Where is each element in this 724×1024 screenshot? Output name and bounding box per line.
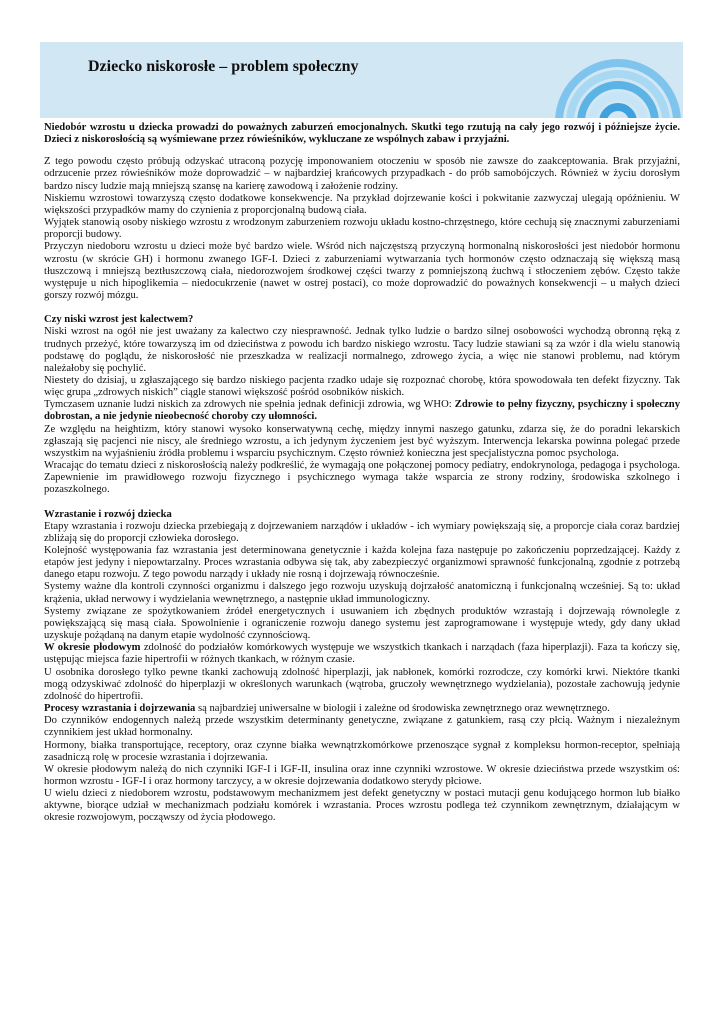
section1-paragraph-4: Przyczyn niedoboru wzrostu u dzieci może być bardzo wiele. Wśród nich najczęstszą przyczyną hormonalną niskorosłości jest niedobór hormonu wzrostu (w skrócie GH) i hormonu zwanego IGF-I. Dzieci z zaburzeniami wytwarzania tych hormonów często odznaczają się większą masą tłuszczową i mniejszą beztłuszczową ciała, niedorozwojem środkowej części twarzy z pomniejszoną żuchwą i stłoczeniem zębów. Często także występuje u nich hipoglikemia – niedocukrzenie (nawet w ostrej postaci), co może doprowadzić do poważnych konsekwencji – u małych dzieci gorszy rozwój mózgu.: [44, 241, 680, 302]
section2-paragraph-3: [44, 399, 680, 423]
section3-paragraph-1: Etapy wzrastania i rozwoju dziecka przebiegają z dojrzewaniem narządów i układów - ich wymiary powiększają się, a proporcje ciała coraz bardziej zbliżają się do proporcji człowieka dorosłego.: [44, 520, 680, 544]
article-body: [44, 122, 680, 825]
section3-paragraph-8: Do czynników endogennych należą przede wszystkim determinanty genetyczne, związane z gatunkiem, rasą czy płcią. Ważnym i niezależnym czynnikiem jest układ hormonalny.: [44, 715, 680, 739]
section3-paragraph-4: Systemy związane ze spożytkowaniem źródeł energetycznych i usuwaniem ich zbędnych produktów wzrastają i dojrzewają równolegle z powiększającą się masą ciała. Spowolnienie i ograniczenie rozwoju danego systemu jest zaprogramowane i występuje wtedy, gdy dany układ uzyskuje pożądaną na danym etapie wydolność czynnościową.: [44, 605, 680, 642]
section3-paragraph-11: U wielu dzieci z niedoborem wzrostu, podstawowym mechanizmem jest defekt genetyczny w postaci mutacji genu kodującego hormon lub białko aktywne, biorące udział w mechanizmach podziału komórek i wzrastania. Proces wzrostu podlega też czynnikom zewnętrznym, działającym w okresie rozwojowym, począwszy od życia płodowego.: [44, 788, 680, 824]
section1-paragraph-3: Wyjątek stanowią osoby niskiego wzrostu z wrodzonym zaburzeniem rozwoju układu kostno-chrzęstnego, które cechują się znacznymi zaburzeniami proporcji budowy.: [44, 217, 680, 241]
section3-paragraph-2: Kolejność występowania faz wzrastania jest determinowana genetycznie i każda kolejna faza następuje po zakończeniu poprzedzającej. Każdy z etapów jest jedyny i niepowtarzalny. Proces wzrastania odbywa się tak, aby zabezpieczyć organizmowi sprawność funkcjonalną, zgodnie z potrzebą danego etapu rozwoju. Z tego powodu narządy i układy nie rosną i dojrzewają równocześnie.: [44, 545, 680, 581]
section1-paragraph-2: Niskiemu wzrostowi towarzyszą często dodatkowe konsekwencje. Na przykład dojrzewanie kości i pokwitanie zazwyczaj ulegają opóźnieniu. W większości przypadków mamy do czynienia z proporcjonalną budową ciała.: [44, 192, 680, 216]
section3-paragraph-9: Hormony, białka transportujące, receptory, oraz czynne białka wewnątrzkomórkowe przenoszące sygnał z kompleksu hormon-receptor, spełniają zasadniczą rolę w procesie wzrastania i dojrzewania.: [44, 739, 680, 763]
header-banner: [40, 42, 683, 118]
rainbow-logo: [553, 42, 683, 118]
who-lead-text: Tymczasem uznanie ludzi niskich za zdrowych nie spełnia jednak definicji zdrowia, wg WHO:: [44, 399, 455, 411]
section1-paragraph-1: Z tego powodu często próbują odzyskać utraconą pozycję imponowaniem otoczeniu w sposób nie zawsze do zaakceptowania. Brak przyjaźni, odrzucenie przez rówieśników może doprowadzić – w najbardziej krańcowych przypadkach - do prób samobójczych. Również w życiu dorosłym bardzo niscy ludzie mają mniejszą szansę na karierę zawodową i założenie rodziny.: [44, 156, 680, 192]
section3-paragraph-10: W okresie płodowym należą do nich czynniki IGF-I i IGF-II, insulina oraz inne czynniki wzrostowe. W okresie dzieciństwa przede wszystkim oś: hormon wzrostu - IGF-I i oraz hormony tarczycy, a w okresie dojrzewania dodatkowo sterydy płciowe.: [44, 763, 680, 787]
fetal-period-text: zdolność do podziałów komórkowych występuje we wszystkich tkankach i narządach (faza hiperplazji). Faza ta kończy się, ustępując miejsca fazie hipertrofii w różnych tkankach, w różnym czasie.: [44, 642, 681, 666]
section2-paragraph-1: Niski wzrost na ogół nie jest uważany za kalectwo czy niesprawność. Jednak tylko ludzie o bardzo silnej osobowości wychodzą obronną ręką z trudnych przeżyć, które towarzyszą im od dzieciństwa z powodu ich bardzo niskiego wzrostu. Tacy ludzie stawiani są za wzór i dla wielu stanowią podstawę do poglądu, że niskorosłość nie przeszkadza w realizacji normalnego, zdrowego życia, a więc nie stanowi problemu, nad którym należałoby się pochylić.: [44, 326, 680, 374]
growth-processes-text: są najbardziej uniwersalne w biologii i zależne od środowiska zewnętrznego oraz wewnętrznego.: [195, 703, 610, 715]
rainbow-arc-5: [603, 107, 633, 118]
section3-paragraph-3: Systemy ważne dla kontroli czynności organizmu i dalszego jego rozwoju uzyskują dojrzałość anatomiczną i funkcjonalną wcześniej. Są to: układ krążenia, układ nerwowy i wydzielania wewnętrznego, a następnie układ immunologiczny.: [44, 581, 680, 605]
fetal-period-label: W okresie płodowym: [44, 642, 141, 654]
page-title: Dziecko niskorosłe – problem społeczny: [88, 58, 359, 75]
section3-heading: Wzrastanie i rozwój dziecka: [44, 508, 172, 520]
section2-paragraph-2: Niestety do dzisiaj, u zgłaszającego się bardzo niskiego pacjenta rzadko udaje się rozpoznać chorobę, która spowodowała ten defekt fizyczny. Tak więc grupa „zdrowych niskich” ciągle stanowi większość pośród osobników niskich.: [44, 374, 680, 399]
section3-paragraph-7: [44, 703, 680, 715]
section2-heading: Czy niski wzrost jest kalectwem?: [44, 314, 194, 326]
section3-paragraph-6: U osobnika dorosłego tylko pewne tkanki zachowują zdolność hiperplazji, jak nabłonek, komórki rozrodcze, czy komórki krwi. Niektóre tkanki mogą odzyskiwać zdolność do hiperplazji w określonych warunkach (wątroba, gruczoły wewnętrznego wydzielania), pozostałe zachowują jedynie zdolność do hipertrofii.: [44, 666, 680, 702]
who-definition: Zdrowie to pełny fizyczny, psychiczny i społeczny dobrostan, a nie jedynie nieobecność choroby czy ułomności.: [44, 399, 680, 423]
section3-paragraph-5: [44, 642, 680, 666]
intro-lead: Niedobór wzrostu u dziecka prowadzi do poważnych zaburzeń emocjonalnych. Skutki tego rzutują na cały jego rozwój i późniejsze życie. Dzieci z niskorosłością są wyśmiewane przez rówieśników, wykluczane ze wspólnych zabaw i przyjaźni.: [44, 122, 680, 146]
section2-paragraph-5: Wracając do tematu dzieci z niskorosłością należy podkreślić, że wymagają one połączonej pomocy pediatry, endokrynologa, pedagoga i psychologa. Zapewnienie im prawidłowego rozwoju fizycznego i psychicznego wymaga także wsparcia ze strony rodziny, środowiska szkolnego i pozaszkolnego.: [44, 460, 680, 496]
growth-processes-label: Procesy wzrastania i dojrzewania: [44, 703, 196, 715]
section2-paragraph-4: Ze względu na heightizm, który stanowi wysoko konserwatywną cechę, między innymi naszego gatunku, zdarza się, że do poradni lekarskich zgłaszają się pacjenci nie niscy, ale średniego wzrostu, a ich jedynym życzeniem jest być wyższym. Interwencja lekarska powinna polegać przede wszystkim na wyjaśnieniu źródła problemu i wsparciu psychicznym. Często również konieczna jest specjalistyczna pomoc psychologa.: [44, 423, 680, 459]
